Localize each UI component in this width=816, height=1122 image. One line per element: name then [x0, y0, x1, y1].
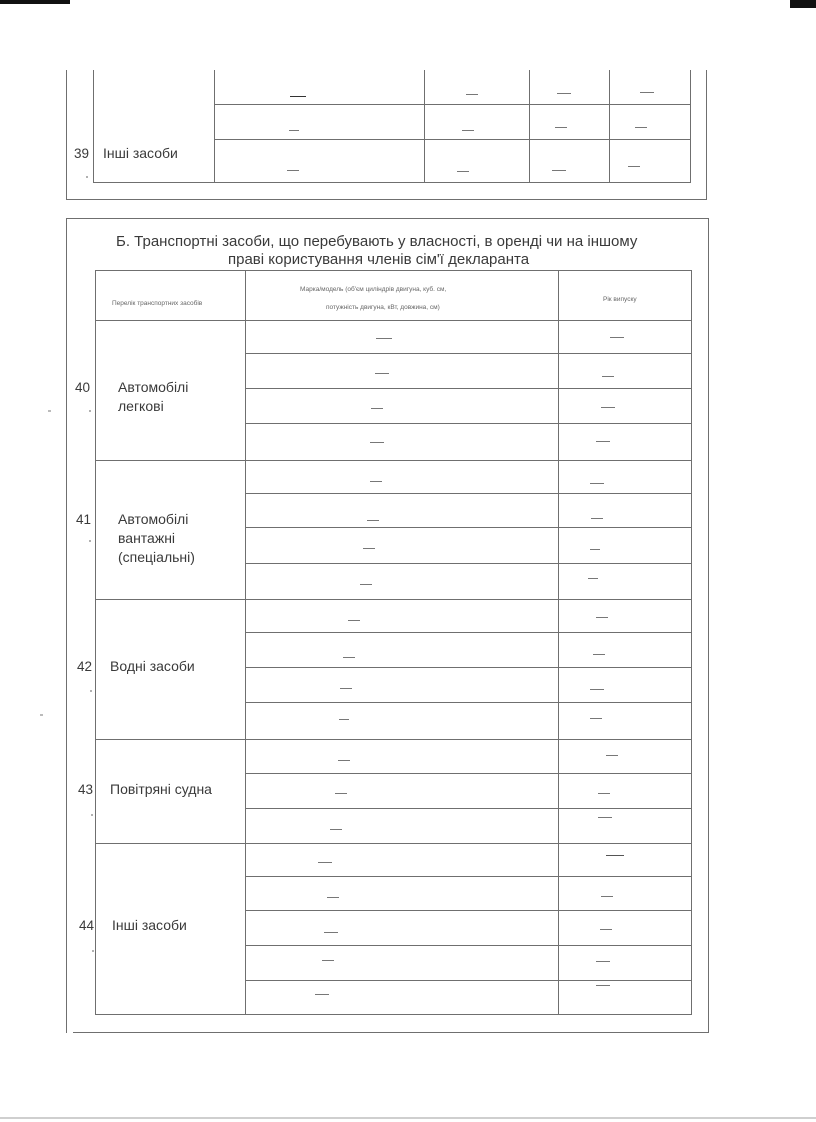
- section-b-heading-line2: праві користування членів сім'ї декларанта: [228, 251, 530, 268]
- handwritten-dash: [628, 166, 640, 167]
- row-label-44: Інші засоби: [112, 917, 187, 933]
- scan-edge-mark-top-left: [0, 0, 70, 4]
- row-label-41: Автомобілі вантажні (спеціальні): [118, 511, 195, 565]
- row-number-44: 44: [79, 918, 95, 933]
- handwritten-dash: [289, 130, 299, 131]
- dot-mark: [91, 814, 93, 816]
- handwritten-dash: [557, 93, 571, 94]
- dot-mark: [92, 950, 94, 952]
- column-header-list: Перелік транспортних засобів: [112, 300, 203, 307]
- dot-mark: [48, 410, 51, 412]
- row-label-42: Водні засоби: [110, 658, 195, 674]
- dot-mark: [89, 540, 91, 542]
- dot-mark: [89, 410, 91, 412]
- section-b-heading-line1: Б. Транспортні засоби, що перебувають у власності, в оренді чи на іншому: [116, 233, 638, 250]
- handwritten-dash: [287, 170, 299, 171]
- column-header-model-line1: Марка/модель (об'єм циліндрів двигуна, куб. см,: [300, 286, 447, 293]
- row-label-43: Повітряні судна: [110, 781, 212, 797]
- column-header-year: Рік випуску: [603, 296, 637, 303]
- row-label-39: Інші засоби: [103, 145, 178, 161]
- row-number-41: 41: [76, 512, 92, 527]
- row-number-40: 40: [75, 380, 91, 395]
- handwritten-dash: [635, 127, 647, 128]
- dot-mark: [90, 690, 92, 692]
- column-header-model-line2: потужність двигуна, кВт, довжина, см): [326, 304, 440, 311]
- handwritten-dash: [466, 94, 478, 95]
- scan-edge-mark-bottom: [0, 1117, 816, 1119]
- handwritten-dash: [457, 171, 469, 172]
- dot-mark: [40, 714, 43, 716]
- handwritten-dash: [640, 92, 654, 93]
- dot-mark: [86, 176, 88, 178]
- row-label-40: Автомобілі легкові: [118, 379, 189, 414]
- handwritten-dash: [552, 170, 566, 171]
- handwritten-dash: [290, 96, 306, 97]
- scan-edge-mark-top-right: [790, 0, 816, 8]
- row-number-43: 43: [78, 782, 94, 797]
- handwritten-dash: [555, 127, 567, 128]
- handwritten-dash: [462, 130, 474, 131]
- row-number-39: 39: [74, 146, 90, 161]
- row-number-42: 42: [77, 659, 93, 674]
